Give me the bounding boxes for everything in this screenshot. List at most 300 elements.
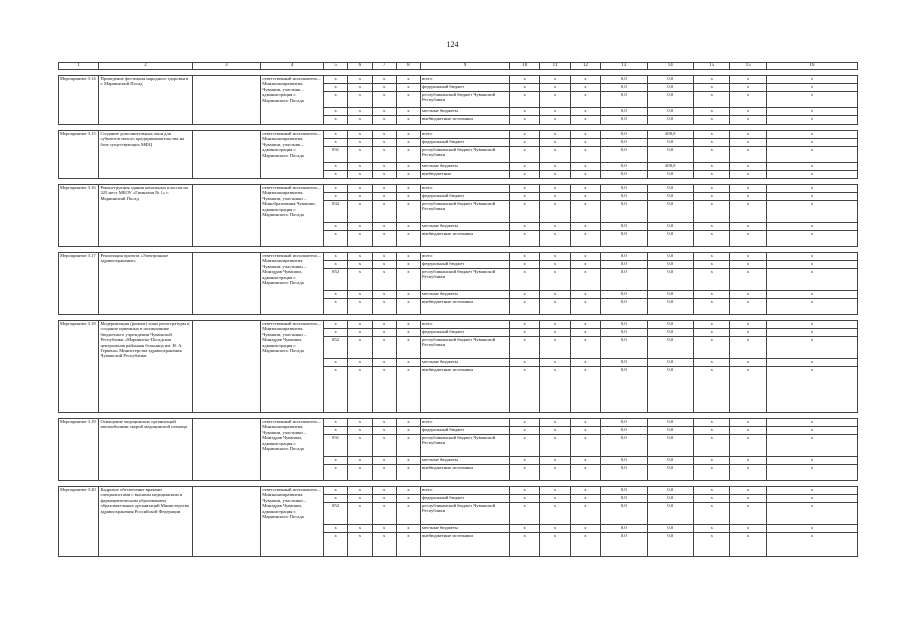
code-cell: x	[396, 193, 420, 201]
code-cell: x	[372, 84, 396, 92]
value-cell: x	[730, 525, 766, 533]
code-cell: x	[348, 147, 372, 163]
code-cell: x	[372, 435, 396, 457]
value-cell: x	[510, 435, 540, 457]
code-cell: x	[323, 84, 347, 92]
funding-source: внебюджетные источники	[421, 533, 510, 557]
measure-executor: ответственный исполнитель – Минэкономразвития Чувашии, участники – Минобразования Чувашии, администрация г. Мариинского Посада	[261, 185, 324, 247]
value-cell: x	[766, 185, 857, 193]
value-cell: 0,0	[601, 108, 648, 116]
value-cell: x	[694, 131, 730, 139]
value-cell: x	[570, 147, 600, 163]
value-cell: x	[730, 185, 766, 193]
table-row	[59, 185, 858, 193]
code-cell: x	[372, 201, 396, 223]
value-cell: 0,0	[601, 435, 648, 457]
code-cell: x	[372, 367, 396, 413]
code-cell: x	[372, 457, 396, 465]
value-cell: x	[694, 231, 730, 247]
value-cell: x	[540, 419, 570, 427]
code-cell: x	[372, 76, 396, 84]
table-row	[59, 76, 858, 84]
code-cell: x	[323, 116, 347, 125]
value-cell: x	[766, 435, 857, 457]
code-cell: x	[396, 185, 420, 193]
value-cell: x	[540, 231, 570, 247]
code-cell: x	[372, 131, 396, 139]
value-cell: 0,0	[601, 171, 648, 179]
table-body	[59, 63, 858, 557]
code-cell: x	[372, 253, 396, 261]
value-cell: x	[730, 147, 766, 163]
value-cell: x	[766, 201, 857, 223]
value-cell: x	[540, 76, 570, 84]
code-cell: x	[348, 457, 372, 465]
value-cell: x	[766, 76, 857, 84]
code-cell: x	[372, 495, 396, 503]
code-cell: x	[372, 171, 396, 179]
funding-source: федеральный бюджет	[421, 84, 510, 92]
value-cell: x	[510, 487, 540, 495]
value-cell: x	[510, 171, 540, 179]
value-cell: x	[766, 269, 857, 291]
value-cell: x	[730, 131, 766, 139]
value-cell: x	[570, 367, 600, 413]
value-cell: x	[694, 84, 730, 92]
code-cell: x	[323, 525, 347, 533]
funding-source: внебюджетные источники	[421, 367, 510, 413]
funding-source: местные бюджеты	[421, 457, 510, 465]
code-cell: x	[396, 419, 420, 427]
value-cell: x	[730, 261, 766, 269]
funding-source: республиканский бюджет Чувашской Республики	[421, 337, 510, 359]
code-cell: x	[372, 487, 396, 495]
measure-title: Модернизация (ремонт) зоны регистратуры и создание приемных в поликлинике бюджетного учреждения Чувашской Республики «Мариинско-Посадская центральная районная больница им. Н. А. Геркена» Министерства здравоохранения Чувашской Республики	[99, 321, 192, 413]
code-cell: x	[372, 269, 396, 291]
code-cell: x	[372, 147, 396, 163]
value-cell: x	[510, 147, 540, 163]
code-cell: x	[323, 131, 347, 139]
funding-source: республиканский бюджет Чувашской Республики	[421, 92, 510, 108]
value-cell: 0,0	[601, 367, 648, 413]
code-cell: x	[323, 185, 347, 193]
code-cell: x	[348, 427, 372, 435]
value-cell: 0,0	[647, 147, 694, 163]
value-cell: 0,0	[647, 495, 694, 503]
code-cell: x	[396, 171, 420, 179]
value-cell: 0,0	[647, 487, 694, 495]
code-cell: x	[396, 108, 420, 116]
value-cell: 0,0	[647, 465, 694, 481]
empty-cell	[192, 185, 261, 247]
code-cell: x	[396, 163, 420, 171]
value-cell: x	[540, 329, 570, 337]
value-cell: x	[730, 76, 766, 84]
code-cell: x	[348, 76, 372, 84]
value-cell: x	[694, 147, 730, 163]
value-cell: x	[766, 84, 857, 92]
code-cell: x	[348, 163, 372, 171]
value-cell: x	[540, 495, 570, 503]
value-cell: 0,0	[647, 171, 694, 179]
value-cell: x	[694, 116, 730, 125]
code-cell: x	[348, 231, 372, 247]
value-cell: x	[540, 291, 570, 299]
value-cell: x	[540, 457, 570, 465]
value-cell: x	[730, 84, 766, 92]
value-cell: x	[540, 131, 570, 139]
code-cell: x	[348, 185, 372, 193]
measure-title: Создание дополнительных окон для субъектов малого предпринимательства на базе существующих МФЦ	[99, 131, 192, 179]
value-cell: x	[766, 533, 857, 557]
value-cell: x	[510, 337, 540, 359]
measure-label: Мероприятие 3.17	[59, 253, 99, 315]
value-cell: x	[730, 359, 766, 367]
code-cell: 852	[323, 337, 347, 359]
code-cell: x	[348, 84, 372, 92]
value-cell: x	[510, 525, 540, 533]
table-row	[59, 253, 858, 261]
code-cell: x	[348, 131, 372, 139]
value-cell: x	[570, 116, 600, 125]
code-cell: x	[348, 435, 372, 457]
value-cell: x	[570, 525, 600, 533]
code-cell: x	[396, 131, 420, 139]
value-cell: 0,0	[647, 185, 694, 193]
code-cell: x	[396, 525, 420, 533]
value-cell: x	[730, 163, 766, 171]
value-cell: 0,0	[647, 435, 694, 457]
value-cell: x	[570, 223, 600, 231]
code-cell: x	[348, 337, 372, 359]
value-cell: x	[540, 171, 570, 179]
value-cell: x	[766, 487, 857, 495]
value-cell: x	[570, 487, 600, 495]
empty-cell	[192, 131, 261, 179]
measure-label: Мероприятие 3.20	[59, 487, 99, 557]
value-cell: x	[510, 193, 540, 201]
funding-source: федеральный бюджет	[421, 261, 510, 269]
code-cell: x	[348, 321, 372, 329]
value-cell: x	[570, 139, 600, 147]
code-cell: x	[323, 457, 347, 465]
value-cell: 0,0	[601, 329, 648, 337]
value-cell: 0,0	[601, 291, 648, 299]
value-cell: x	[694, 201, 730, 223]
value-cell: x	[510, 92, 540, 108]
measure-title: Реконструкция здания начальных классов на 325 мест МБОУ «Гимназия № 1» г. Мариинский Посад	[99, 185, 192, 247]
measure-executor: ответственный исполнитель – Минэкономразвития Чувашии, участник – администрация г. Мариинского Посада	[261, 131, 324, 179]
code-cell: x	[348, 223, 372, 231]
value-cell: x	[730, 329, 766, 337]
code-cell: x	[372, 108, 396, 116]
code-cell: x	[323, 253, 347, 261]
funding-source: республиканский бюджет Чувашской Республики	[421, 435, 510, 457]
value-cell: 0,0	[647, 261, 694, 269]
code-cell: x	[372, 359, 396, 367]
value-cell: x	[510, 131, 540, 139]
code-cell: x	[396, 495, 420, 503]
code-cell: x	[372, 261, 396, 269]
code-cell: x	[348, 201, 372, 223]
measure-title: Реализация проекта «Электронное здравоохранение»	[99, 253, 192, 315]
value-cell: 0,0	[647, 427, 694, 435]
code-cell: x	[348, 193, 372, 201]
value-cell: x	[510, 76, 540, 84]
code-cell: x	[372, 321, 396, 329]
code-cell: x	[396, 329, 420, 337]
value-cell: 0,0	[647, 193, 694, 201]
value-cell: x	[694, 139, 730, 147]
value-cell: x	[570, 108, 600, 116]
value-cell: x	[510, 299, 540, 315]
value-cell: 0,0	[601, 465, 648, 481]
value-cell: 0,0	[647, 329, 694, 337]
value-cell: 0,0	[647, 84, 694, 92]
value-cell: 0,0	[647, 359, 694, 367]
code-cell: x	[396, 503, 420, 525]
value-cell: x	[766, 116, 857, 125]
value-cell: 0,0	[601, 139, 648, 147]
value-cell: x	[540, 193, 570, 201]
value-cell: x	[540, 253, 570, 261]
value-cell: 0,0	[647, 367, 694, 413]
value-cell: x	[510, 261, 540, 269]
header-cell: 3	[192, 63, 261, 70]
code-cell: x	[372, 163, 396, 171]
code-cell: x	[323, 329, 347, 337]
value-cell: x	[766, 503, 857, 525]
header-cell: 11	[540, 63, 570, 70]
value-cell: x	[694, 457, 730, 465]
value-cell: x	[730, 269, 766, 291]
funding-source: всего	[421, 185, 510, 193]
value-cell: 0,0	[601, 92, 648, 108]
value-cell: 0,0	[601, 525, 648, 533]
value-cell: x	[730, 533, 766, 557]
header-cell: 15	[730, 63, 766, 70]
code-cell: x	[372, 299, 396, 315]
funding-source: всего	[421, 419, 510, 427]
budget-table	[58, 62, 858, 557]
code-cell: x	[372, 329, 396, 337]
value-cell: x	[766, 131, 857, 139]
value-cell: 200,0	[647, 131, 694, 139]
funding-source: местные бюджеты	[421, 525, 510, 533]
measure-label: Мероприятие 3.14	[59, 76, 99, 125]
value-cell: x	[730, 465, 766, 481]
funding-source: всего	[421, 76, 510, 84]
value-cell: x	[570, 533, 600, 557]
measure-title: Кадровое обеспечение врачами специалистами с высшим медицинским и фармацевтическим образованием образовательных организаций Министерства здравоохранения Российской Федерации	[99, 487, 192, 557]
value-cell: x	[540, 223, 570, 231]
header-cell: 16	[766, 63, 857, 70]
value-cell: x	[570, 291, 600, 299]
value-cell: x	[766, 525, 857, 533]
value-cell: x	[730, 193, 766, 201]
funding-source: местные бюджеты	[421, 359, 510, 367]
value-cell: x	[730, 419, 766, 427]
value-cell: 0,0	[647, 291, 694, 299]
value-cell: x	[694, 269, 730, 291]
value-cell: x	[766, 321, 857, 329]
value-cell: 0,0	[647, 116, 694, 125]
code-cell: x	[348, 269, 372, 291]
code-cell: x	[396, 487, 420, 495]
value-cell: x	[570, 84, 600, 92]
value-cell: 0,0	[647, 503, 694, 525]
value-cell: x	[730, 231, 766, 247]
value-cell: x	[766, 261, 857, 269]
code-cell: x	[396, 359, 420, 367]
value-cell: 0,0	[601, 201, 648, 223]
value-cell: x	[730, 457, 766, 465]
code-cell: x	[323, 261, 347, 269]
code-cell: x	[372, 231, 396, 247]
header-cell: 15	[694, 63, 730, 70]
value-cell: 0,0	[647, 337, 694, 359]
value-cell: x	[694, 108, 730, 116]
value-cell: x	[766, 457, 857, 465]
code-cell: x	[323, 231, 347, 247]
code-cell: x	[323, 223, 347, 231]
value-cell: x	[766, 147, 857, 163]
measure-executor: ответственный исполнитель – Минэкономразвития Чувашии, участники – Минздрав Чувашии, администрация г. Мариинского Посада	[261, 253, 324, 315]
value-cell: x	[694, 171, 730, 179]
value-cell: 0,0	[647, 253, 694, 261]
value-cell: x	[694, 503, 730, 525]
code-cell: x	[323, 108, 347, 116]
funding-source: местные бюджеты	[421, 108, 510, 116]
header-cell: 13	[601, 63, 648, 70]
value-cell: x	[766, 139, 857, 147]
code-cell: x	[348, 116, 372, 125]
code-cell: x	[348, 495, 372, 503]
code-cell: x	[323, 92, 347, 108]
value-cell: x	[570, 503, 600, 525]
code-cell: x	[348, 503, 372, 525]
value-cell: x	[540, 185, 570, 193]
value-cell: x	[730, 435, 766, 457]
value-cell: x	[570, 457, 600, 465]
value-cell: x	[730, 337, 766, 359]
funding-source: республиканский бюджет Чувашской Республики	[421, 201, 510, 223]
value-cell: x	[766, 337, 857, 359]
code-cell: x	[396, 465, 420, 481]
value-cell: x	[540, 147, 570, 163]
value-cell: x	[510, 495, 540, 503]
code-cell: x	[372, 291, 396, 299]
value-cell: x	[570, 253, 600, 261]
code-cell: x	[372, 193, 396, 201]
value-cell: x	[766, 291, 857, 299]
value-cell: 0,0	[647, 223, 694, 231]
value-cell: x	[730, 299, 766, 315]
value-cell: 0,0	[601, 261, 648, 269]
value-cell: x	[540, 487, 570, 495]
value-cell: x	[540, 116, 570, 125]
code-cell: x	[372, 525, 396, 533]
value-cell: x	[540, 92, 570, 108]
code-cell: x	[348, 465, 372, 481]
value-cell: 0,0	[601, 253, 648, 261]
value-cell: x	[510, 291, 540, 299]
funding-source: республиканский бюджет Чувашской Республики	[421, 503, 510, 525]
measure-title: Оснащение медицинских организаций автомобилями скорой медицинской помощи	[99, 419, 192, 481]
funding-source: внебюджетные источники	[421, 116, 510, 125]
value-cell: x	[510, 269, 540, 291]
header-cell: 14	[647, 63, 694, 70]
value-cell: 0,0	[647, 269, 694, 291]
measure-label: Мероприятие 3.15	[59, 131, 99, 179]
code-cell: x	[396, 76, 420, 84]
value-cell: x	[510, 201, 540, 223]
value-cell: 0,0	[647, 76, 694, 84]
value-cell: x	[570, 92, 600, 108]
value-cell: x	[570, 171, 600, 179]
value-cell: x	[694, 163, 730, 171]
value-cell: x	[570, 427, 600, 435]
value-cell: 0,0	[601, 457, 648, 465]
code-cell: x	[396, 92, 420, 108]
value-cell: x	[570, 269, 600, 291]
value-cell: x	[570, 163, 600, 171]
code-cell: x	[323, 465, 347, 481]
value-cell: x	[766, 427, 857, 435]
value-cell: x	[570, 76, 600, 84]
code-cell: x	[396, 84, 420, 92]
funding-source: внебюджетные источники	[421, 465, 510, 481]
code-cell: x	[323, 291, 347, 299]
value-cell: x	[510, 84, 540, 92]
value-cell: 0,0	[601, 299, 648, 315]
table-row	[59, 321, 858, 329]
value-cell: 0,0	[647, 201, 694, 223]
value-cell: x	[694, 185, 730, 193]
value-cell: x	[694, 337, 730, 359]
code-cell: x	[348, 487, 372, 495]
code-cell: x	[372, 533, 396, 557]
value-cell: x	[766, 367, 857, 413]
code-cell: x	[396, 201, 420, 223]
code-cell: x	[348, 92, 372, 108]
value-cell: x	[730, 503, 766, 525]
funding-source: всего	[421, 321, 510, 329]
value-cell: x	[540, 465, 570, 481]
funding-source: республиканский бюджет Чувашской Республики	[421, 269, 510, 291]
value-cell: x	[730, 291, 766, 299]
code-cell: x	[396, 367, 420, 413]
value-cell: x	[570, 131, 600, 139]
code-cell: x	[323, 76, 347, 84]
value-cell: 0,0	[601, 427, 648, 435]
value-cell: 0,0	[647, 457, 694, 465]
code-cell: x	[372, 427, 396, 435]
value-cell: 0,0	[601, 495, 648, 503]
funding-source: всего	[421, 253, 510, 261]
code-cell: x	[396, 253, 420, 261]
funding-source: всего	[421, 131, 510, 139]
code-cell: x	[348, 367, 372, 413]
value-cell: 0,0	[601, 321, 648, 329]
code-cell: x	[372, 139, 396, 147]
table-row	[59, 487, 858, 495]
value-cell: x	[766, 92, 857, 108]
header-cell: 8	[396, 63, 420, 70]
header-row	[59, 63, 858, 70]
value-cell: x	[540, 84, 570, 92]
code-cell: x	[323, 193, 347, 201]
